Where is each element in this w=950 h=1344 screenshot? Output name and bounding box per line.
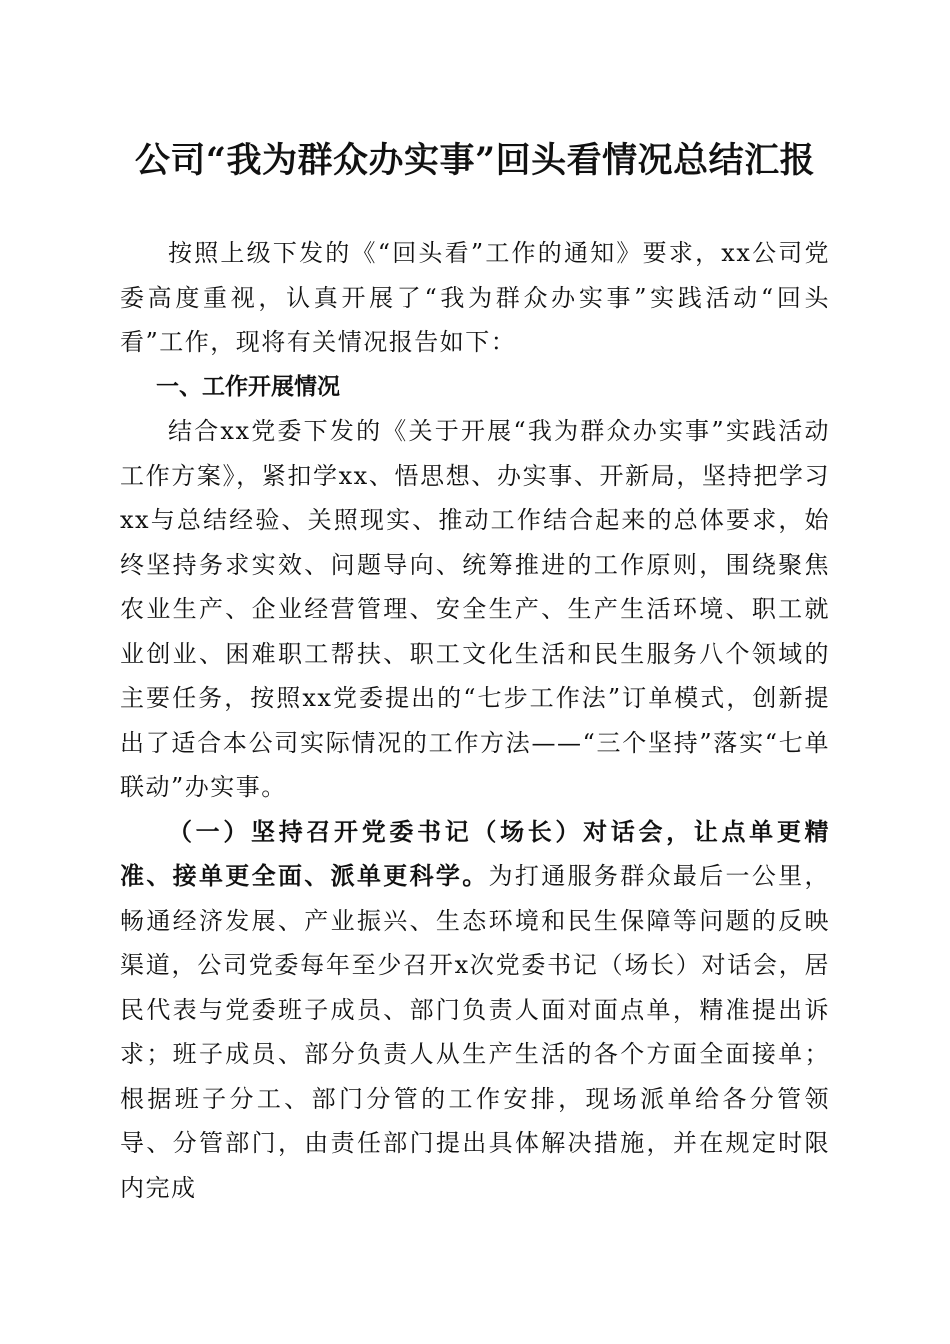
subsection-text: 为打通服务群众最后一公里，畅通经济发展、产业振兴、生态环境和民生保障等问题的反映渠道，公司党委每年至少召开x次党委书记（场长）对话会，居民代表与党委班子成员、部门负责人面对面点单，精准提出诉求；班子成员、部分负责人从生产生活的各个方面全面接单；根据班子分工、部门分管的工作安排，现场派单给各分管领导、分管部门，由责任部门提出具体解决措施，并在规定时限内完成 [120,862,831,1202]
subsection-paragraph [120,810,830,1211]
subsection-heading: （一）坚持召开党委书记（场长）对话会，让点单更精准、接单更全面、派单更科学。 [120,816,830,890]
section-paragraph: 结合xx党委下发的《关于开展“我为群众办实事”实践活动工作方案》，紧扣学xx、悟思想、办实事、开新局，坚持把学习xx与总结经验、关照现实、推动工作结合起来的总体要求，始终坚持务求实效、问题导向、统筹推进的工作原则，围绕聚焦农业生产、企业经营管理、安全生产、生产生活环境、职工就业创业、困难职工帮扶、职工文化生活和民生服务八个领域的主要任务，按照xx党委提出的“七步工作法”订单模式，创新提出了适合本公司实际情况的工作方法——“三个坚持”落实“七单联动”办实事。 [120,417,830,801]
document-body [120,231,830,1210]
section-heading: 一、工作开展情况 [156,373,340,400]
intro-paragraph: 按照上级下发的《“回头看”工作的通知》要求，xx公司党委高度重视，认真开展了“我为群众办实事”实践活动“回头看”工作，现将有关情况报告如下： [120,239,830,356]
document-title: 公司“我为群众办实事”回头看情况总结汇报 [134,140,816,181]
